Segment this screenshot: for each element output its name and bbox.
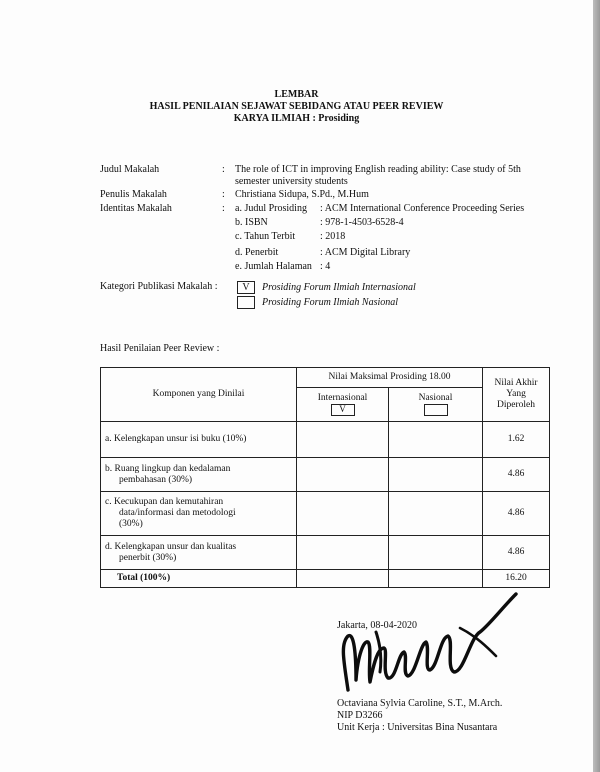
- row-score: 4.86: [483, 458, 550, 492]
- total-label: Total (100%): [101, 570, 297, 588]
- judul-value-2: semester university students: [235, 176, 348, 187]
- judul-label: Judul Makalah: [100, 164, 160, 175]
- table-row: [101, 492, 550, 536]
- page-edge: [593, 0, 600, 772]
- cell-internasional: [297, 536, 389, 570]
- judul-value-1: The role of ICT in improving English reading ability: Case study of 5th: [235, 164, 521, 175]
- review-table: [100, 367, 550, 588]
- penulis-colon: :: [222, 189, 225, 200]
- identitas-label: Identitas Makalah: [100, 203, 172, 214]
- row-label-line: c. Kecukupan dan kemutahiran: [105, 497, 224, 507]
- row-score: 4.86: [483, 492, 550, 536]
- kategori-option-internasional: Prosiding Forum Ilmiah Internasional: [262, 282, 416, 293]
- identitas-item-label: b. ISBN: [235, 217, 268, 228]
- row-score: 1.62: [483, 422, 550, 458]
- nasional-check[interactable]: [424, 404, 448, 416]
- cell-internasional: [297, 570, 389, 588]
- identitas-colon: :: [222, 203, 225, 214]
- row-label-line: pembahasan (30%): [119, 474, 193, 485]
- header-nilai-akhir-line: Nilai Akhir: [494, 378, 538, 388]
- header-line-3: KARYA ILMIAH : Prosiding: [233, 113, 360, 124]
- total-value: 16.20: [483, 570, 550, 588]
- row-label: [101, 492, 297, 536]
- header-internasional-label: Internasional: [317, 392, 368, 403]
- signer-nip: NIP D3266: [337, 710, 383, 721]
- table-row-total: [101, 570, 550, 588]
- cell-internasional: [297, 458, 389, 492]
- row-label-line: a. Kelengkapan unsur isi buku (10%): [105, 434, 247, 444]
- signer-unit: Unit Kerja : Universitas Bina Nusantara: [337, 722, 498, 733]
- place-date: Jakarta, 08-04-2020: [337, 620, 417, 631]
- header-nilai-akhir-line: Yang: [506, 389, 526, 399]
- handwritten-signature-icon: [330, 592, 520, 702]
- cell-nasional: [389, 492, 483, 536]
- header-nasional-label: Nasional: [418, 392, 453, 403]
- row-label-line: b. Ruang lingkup dan kedalaman: [105, 463, 231, 474]
- identitas-item-value: : 4: [320, 261, 331, 272]
- row-label-line: d. Kelengkapan unsur dan kualitas: [105, 541, 237, 552]
- signer-name: Octaviana Sylvia Caroline, S.T., M.Arch.: [337, 698, 503, 709]
- row-label-line: penerbit (30%): [119, 552, 177, 563]
- row-label: [101, 536, 297, 570]
- cell-nasional: [389, 422, 483, 458]
- judul-colon: :: [222, 164, 225, 175]
- identitas-item-label: a. Judul Prosiding: [235, 203, 307, 214]
- table-row: [101, 536, 550, 570]
- cell-nasional: [389, 458, 483, 492]
- identitas-item-value: : ACM International Conference Proceeding Series: [320, 203, 525, 214]
- header-internasional: [297, 388, 389, 422]
- row-label-line: data/informasi dan metodologi: [119, 508, 236, 518]
- identitas-item-value: : 2018: [320, 231, 346, 242]
- table-row: [101, 458, 550, 492]
- identitas-item-label: c. Tahun Terbit: [235, 231, 296, 242]
- header-nasional: [389, 388, 483, 422]
- row-label-line: (30%): [119, 519, 143, 529]
- cell-nasional: [389, 536, 483, 570]
- penulis-label: Penulis Makalah: [100, 189, 167, 200]
- table-row: [101, 422, 550, 458]
- identitas-item-value: : 978-1-4503-6528-4: [320, 217, 404, 228]
- penulis-value: Christiana Sidupa, S.Pd., M.Hum: [235, 189, 369, 200]
- checkbox-internasional[interactable]: V: [237, 281, 255, 294]
- header-line-1: LEMBAR: [274, 89, 319, 100]
- header-nilai-akhir: [483, 368, 550, 422]
- checkbox-nasional[interactable]: [237, 296, 255, 309]
- review-title: Hasil Penilaian Peer Review :: [100, 343, 220, 354]
- identitas-item-value: : ACM Digital Library: [320, 247, 411, 258]
- cell-internasional: [297, 492, 389, 536]
- identitas-item-label: e. Jumlah Halaman: [235, 261, 312, 272]
- cell-internasional: [297, 422, 389, 458]
- cell-nasional: [389, 570, 483, 588]
- header-nilai-akhir-line: Diperoleh: [497, 400, 536, 410]
- identitas-item-label: d. Penerbit: [235, 247, 279, 258]
- row-label: [101, 458, 297, 492]
- kategori-label: Kategori Publikasi Makalah :: [100, 281, 218, 292]
- internasional-check[interactable]: V: [331, 404, 355, 416]
- header-nilai-maksimal: Nilai Maksimal Prosiding 18.00: [297, 368, 483, 388]
- row-score: 4.86: [483, 536, 550, 570]
- kategori-option-nasional: Prosiding Forum Ilmiah Nasional: [262, 297, 399, 308]
- row-label: [101, 422, 297, 458]
- header-line-2: HASIL PENILAIAN SEJAWAT SEBIDANG ATAU PEER REVIEW: [149, 101, 444, 112]
- header-komponen: Komponen yang Dinilai: [101, 368, 297, 422]
